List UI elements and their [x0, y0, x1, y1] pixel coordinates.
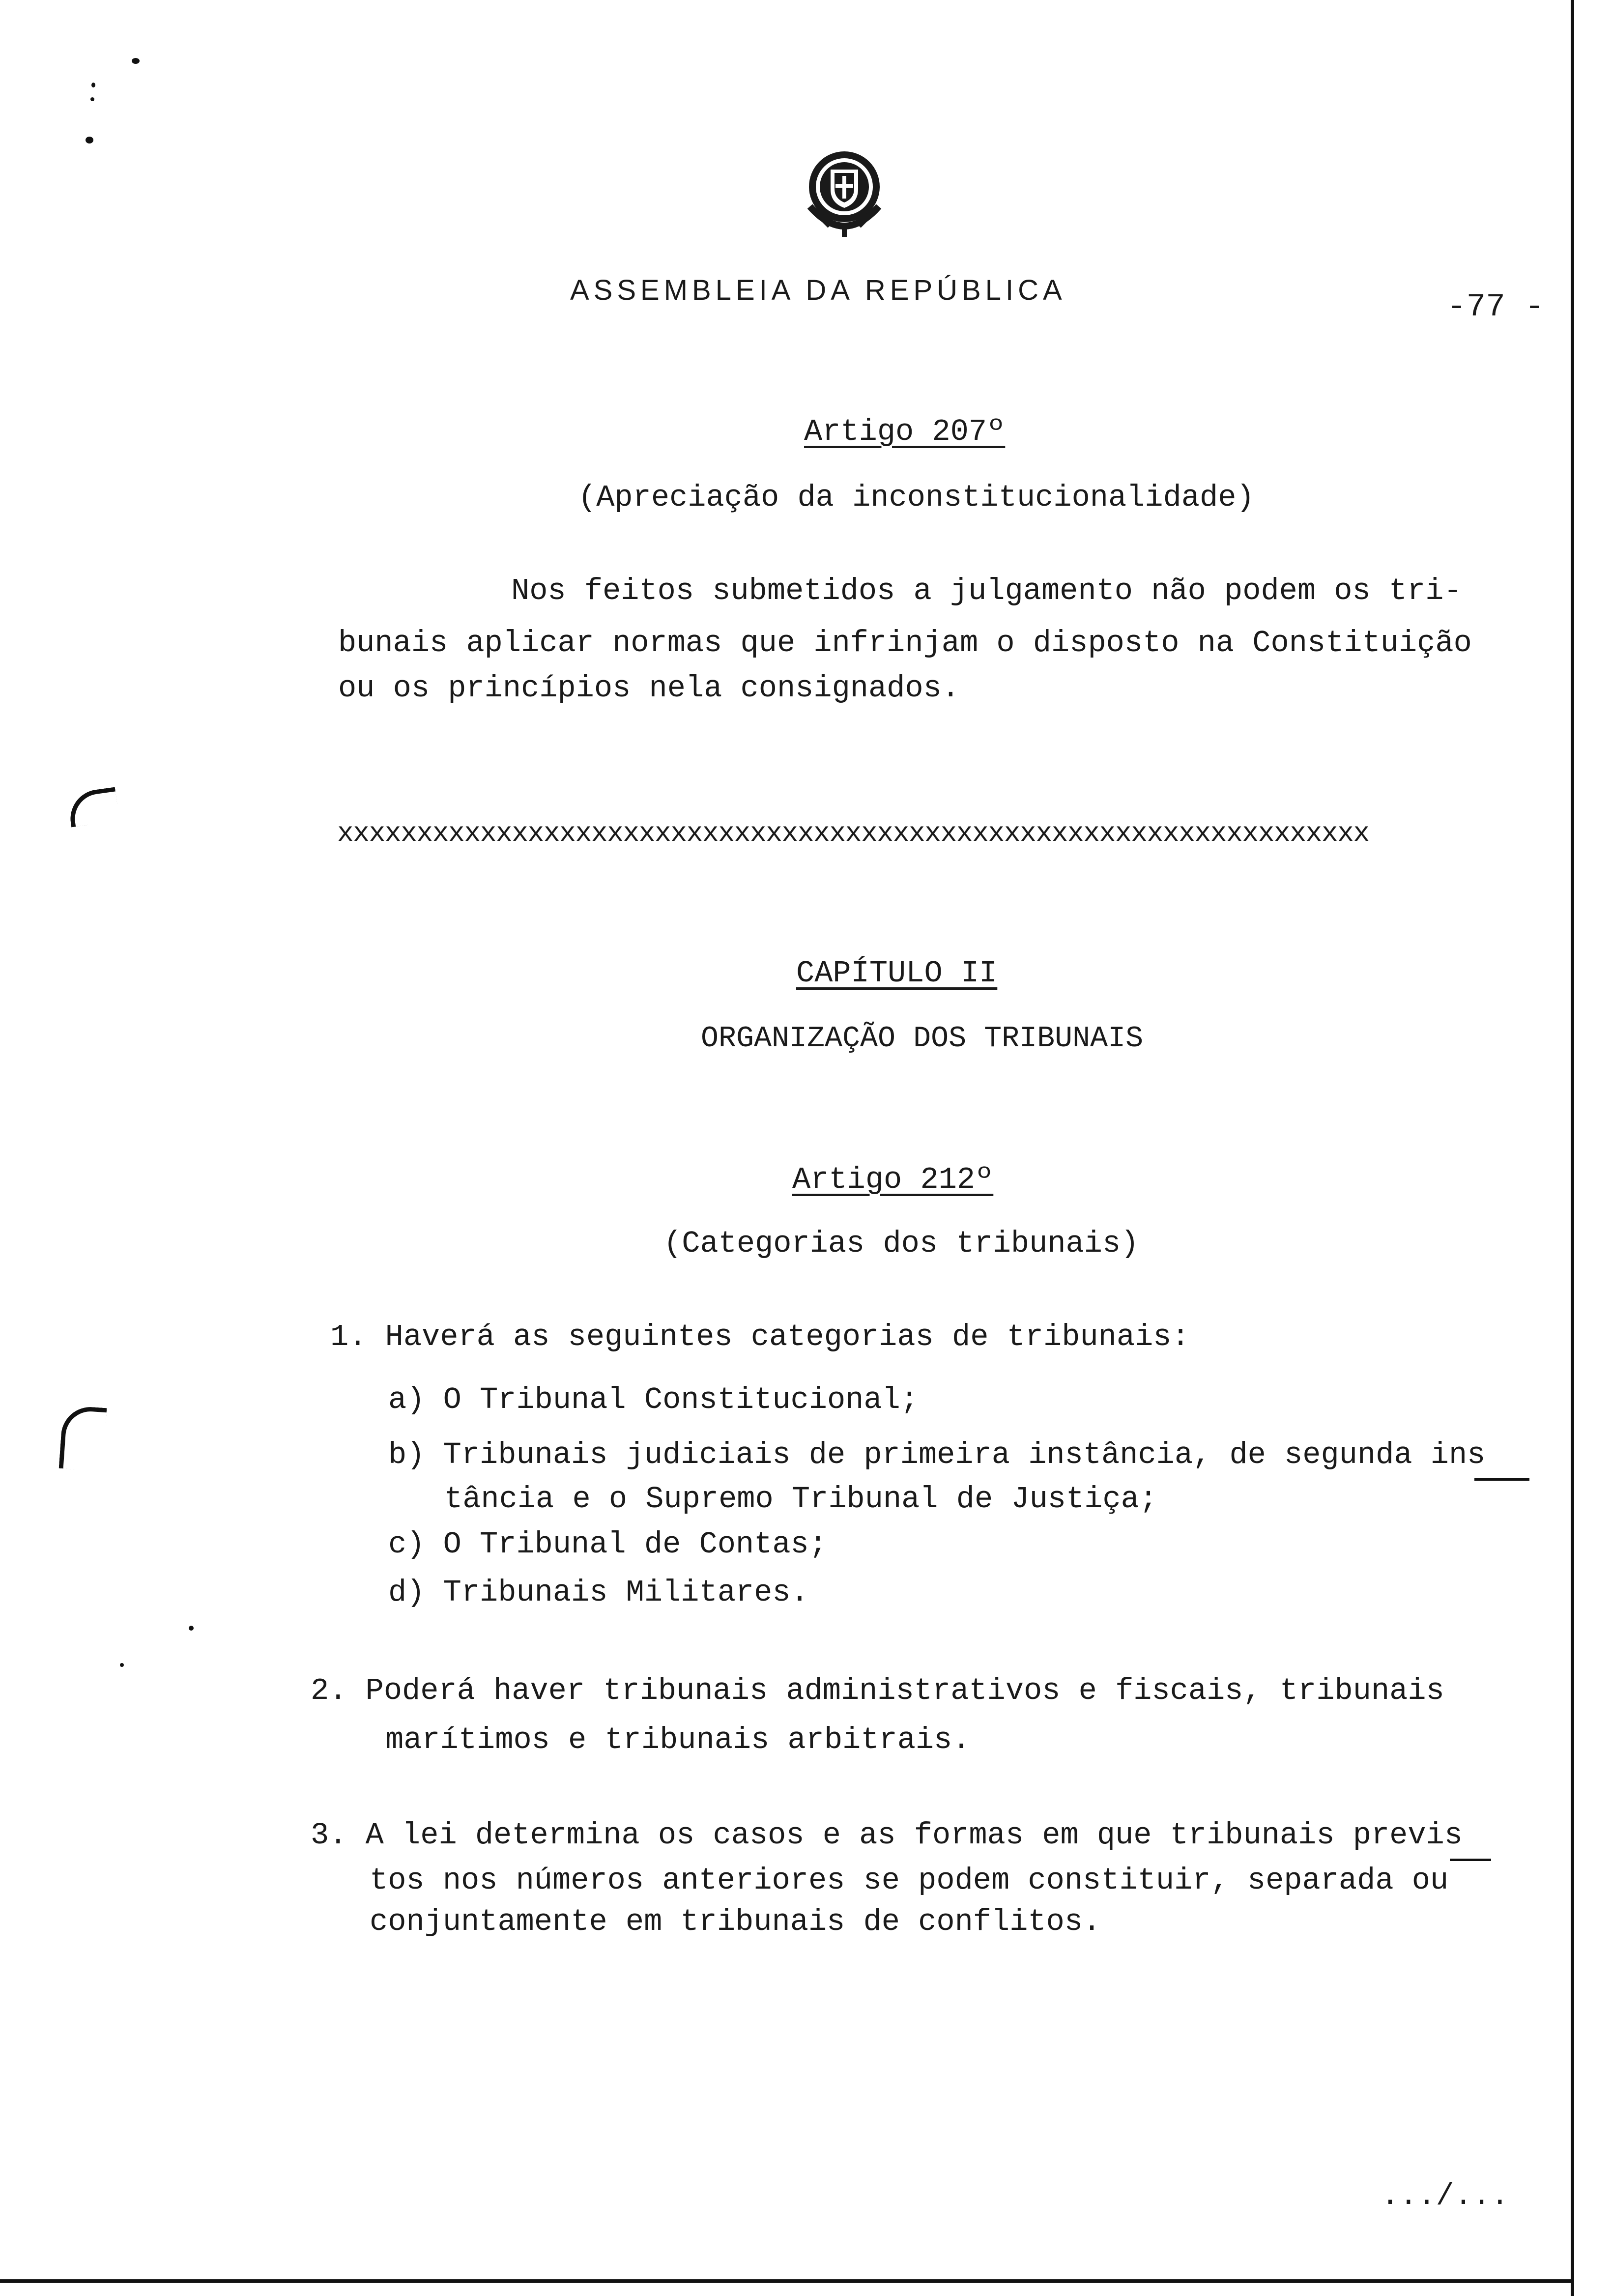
article-subtitle: (Apreciação da inconstitucionalidade) — [578, 480, 1255, 515]
article-subtitle: (Categorias dos tribunais) — [663, 1226, 1139, 1261]
article-heading: Artigo 207º — [804, 414, 1006, 449]
section-separator: xxxxxxxxxxxxxxxxxxxxxxxxxxxxxxxxxxxxxxxxxxxxxxxxxxxxxxxxxxxxxxxxx — [337, 818, 1369, 849]
list-item-continuation: marítimos e tribunais arbitrais. — [385, 1722, 971, 1757]
list-item-continuation: conjuntamente em tribunais de conflitos. — [370, 1904, 1101, 1939]
page-number: -77 - — [1447, 288, 1545, 325]
sub-list-item-continuation: tância e o Supremo Tribunal de Justiça; — [444, 1482, 1158, 1517]
scan-dot — [86, 137, 93, 144]
page-bottom-rule — [0, 2279, 1571, 2283]
paragraph-line: Nos feitos submetidos a julgamento não podem os tri- — [511, 574, 1462, 608]
continuation-marker: .../... — [1381, 2179, 1509, 2213]
paragraph-line: ou os princípios nela consignados. — [338, 671, 960, 706]
list-item: 1. Haverá as seguintes categorias de tribunais: — [330, 1320, 1190, 1354]
sub-list-item: a) O Tribunal Constitucional; — [388, 1382, 919, 1417]
page-edge-rule — [1571, 0, 1574, 2296]
hyphenation-underline — [1450, 1859, 1491, 1861]
sub-list-item: d) Tribunais Militares. — [388, 1575, 809, 1610]
list-item: 2. Poderá haver tribunais administrativos e fiscais, tribunais — [311, 1673, 1444, 1708]
paragraph-line: bunais aplicar normas que infrinjam o disposto na Constituição — [338, 626, 1472, 660]
scan-dot — [132, 58, 140, 64]
chapter-heading: CAPÍTULO II — [796, 956, 998, 991]
punch-hole-mark — [59, 1405, 107, 1471]
sub-list-item: c) O Tribunal de Contas; — [388, 1527, 827, 1562]
scan-dot — [189, 1626, 194, 1631]
chapter-subtitle: ORGANIZAÇÃO DOS TRIBUNAIS — [701, 1022, 1144, 1056]
list-item-continuation: tos nos números anteriores se podem constituir, separada ou — [370, 1863, 1449, 1898]
scan-dot — [91, 83, 95, 87]
article-heading: Artigo 212º — [792, 1162, 994, 1197]
punch-hole-mark — [67, 787, 120, 827]
hyphenation-underline — [1474, 1478, 1529, 1481]
institution-title: ASSEMBLEIA DA REPÚBLICA — [570, 274, 1066, 306]
scan-dot — [120, 1663, 124, 1667]
list-item: 3. A lei determina os casos e as formas em que tribunais previs — [311, 1818, 1463, 1853]
scan-dot — [90, 97, 94, 101]
sub-list-item: b) Tribunais judiciais de primeira instância, de segunda ins — [388, 1437, 1486, 1472]
portuguese-coat-of-arms-icon — [790, 143, 898, 251]
